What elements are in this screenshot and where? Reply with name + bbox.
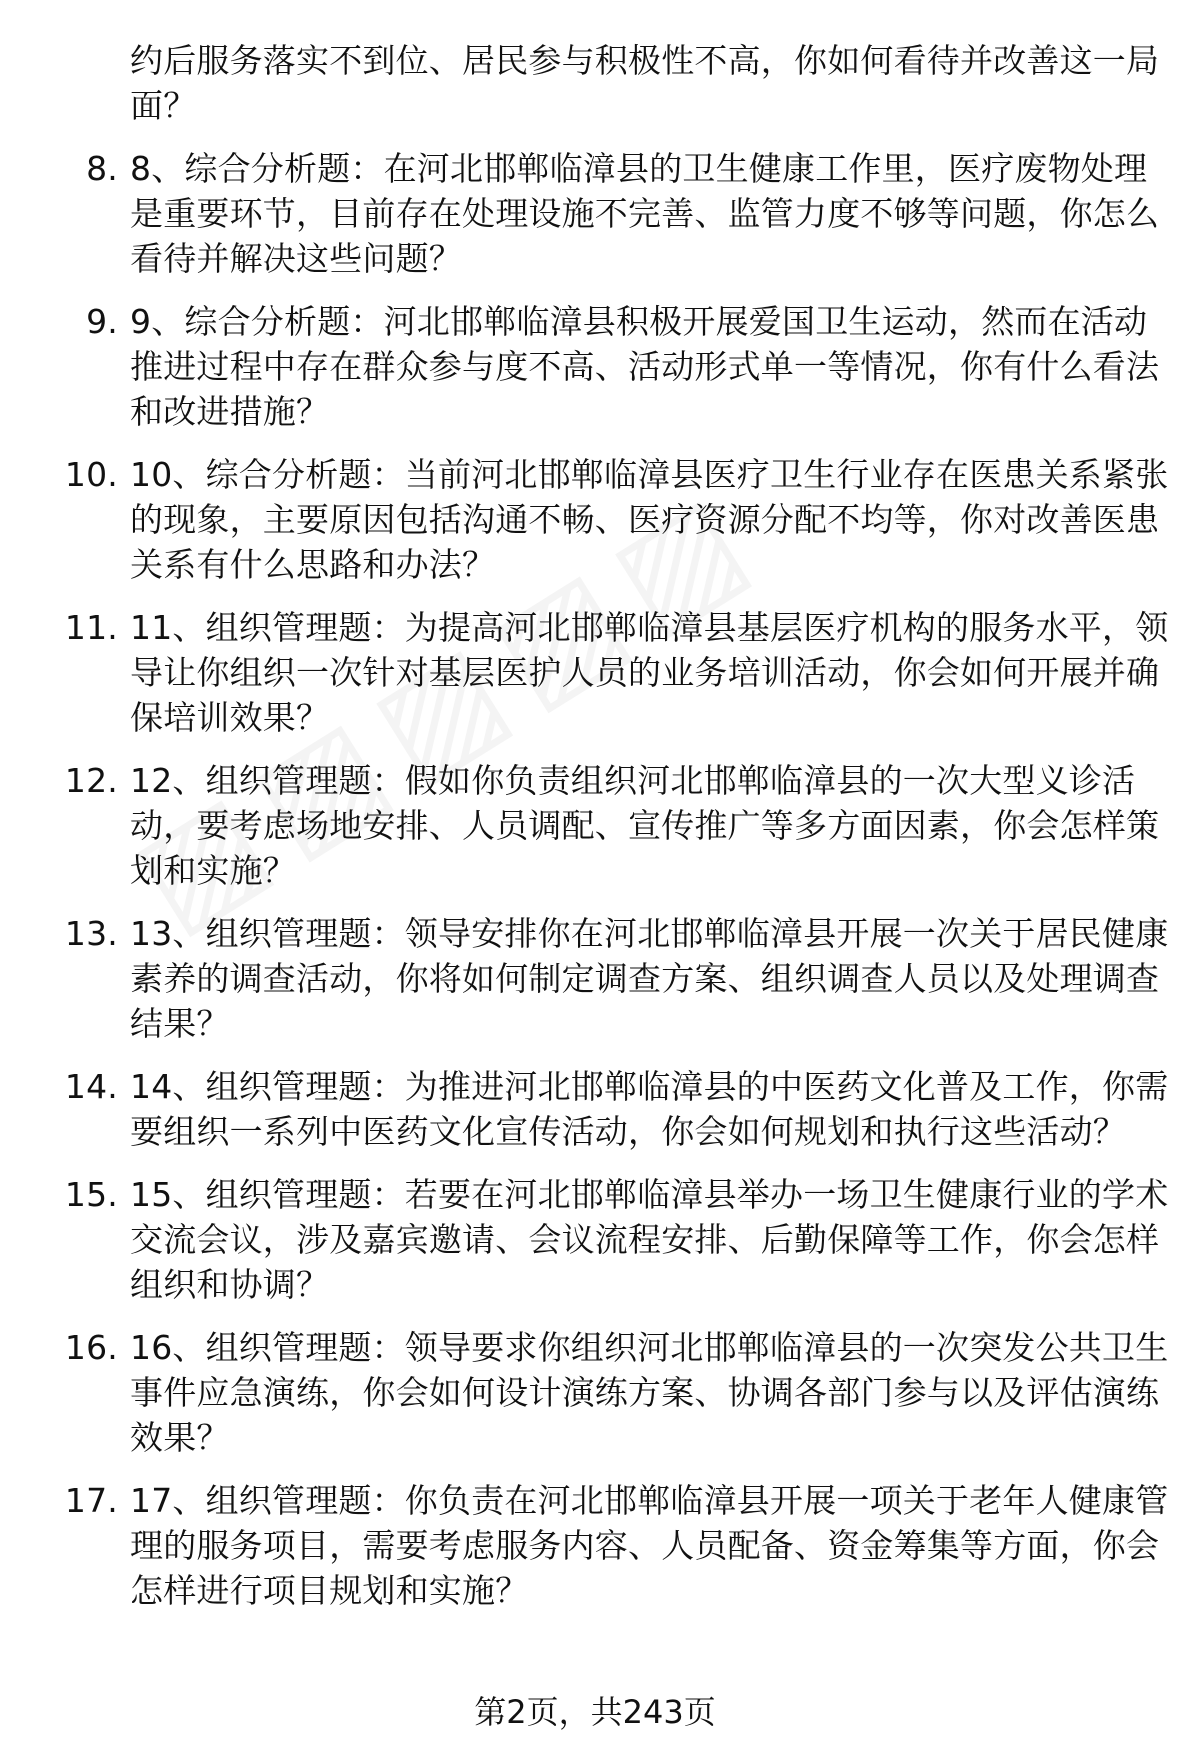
item-text: 11、组织管理题：为提高河北邯郸临漳县基层医疗机构的服务水平，领导让你组织一次针对基层医护人员的业务培训活动，你会如何开展并确保培训效果？ bbox=[130, 608, 1169, 737]
item-number: 10. bbox=[64, 455, 118, 494]
list-item bbox=[64, 758, 1170, 893]
list-item bbox=[64, 911, 1170, 1046]
item-text: 10、综合分析题：当前河北邯郸临漳县医疗卫生行业存在医患关系紧张的现象，主要原因包括沟通不畅、医疗资源分配不均等，你对改善医患关系有什么思路和办法？ bbox=[130, 455, 1169, 584]
continued-text: 约后服务落实不到位、居民参与积极性不高，你如何看待并改善这一局面？ bbox=[130, 41, 1160, 125]
question-list bbox=[0, 146, 1190, 1613]
list-item bbox=[64, 1064, 1170, 1154]
item-text: 9、综合分析题：河北邯郸临漳县积极开展爱国卫生运动，然而在活动推进过程中存在群众参与度不高、活动形式单一等情况，你有什么看法和改进措施？ bbox=[130, 302, 1160, 431]
item-text: 13、组织管理题：领导安排你在河北邯郸临漳县开展一次关于居民健康素养的调查活动，你将如何制定调查方案、组织调查人员以及处理调查结果？ bbox=[130, 914, 1169, 1043]
list-item bbox=[64, 605, 1170, 740]
item-text: 16、组织管理题：领导要求你组织河北邯郸临漳县的一次突发公共卫生事件应急演练，你会如何设计演练方案、协调各部门参与以及评估演练效果？ bbox=[130, 1328, 1169, 1457]
item-number: 12. bbox=[64, 761, 118, 800]
item-text: 14、组织管理题：为推进河北邯郸临漳县的中医药文化普及工作，你需要组织一系列中医药文化宣传活动，你会如何规划和执行这些活动？ bbox=[130, 1067, 1169, 1151]
item-number: 8. bbox=[86, 149, 118, 188]
list-item bbox=[64, 1325, 1170, 1460]
item-text: 12、组织管理题：假如你负责组织河北邯郸临漳县的一次大型义诊活动，要考虑场地安排、人员调配、宣传推广等多方面因素，你会怎样策划和实施？ bbox=[130, 761, 1160, 890]
list-item bbox=[64, 1172, 1170, 1307]
list-item bbox=[86, 146, 1170, 281]
item-number: 14. bbox=[64, 1067, 118, 1106]
list-item bbox=[64, 1478, 1170, 1613]
item-number: 16. bbox=[64, 1328, 118, 1367]
list-item bbox=[86, 299, 1170, 434]
item-number: 17. bbox=[64, 1481, 118, 1520]
item-number: 13. bbox=[64, 914, 118, 953]
page-footer: 第2页，共243页 bbox=[474, 1693, 716, 1731]
item-number: 15. bbox=[64, 1175, 118, 1214]
item-text: 8、综合分析题：在河北邯郸临漳县的卫生健康工作里，医疗废物处理是重要环节，目前存在处理设施不完善、监管力度不够等问题，你怎么看待并解决这些问题？ bbox=[130, 149, 1160, 278]
item-number: 11. bbox=[64, 608, 118, 647]
content-area bbox=[0, 38, 1190, 1613]
list-item bbox=[64, 452, 1170, 587]
item-text: 15、组织管理题：若要在河北邯郸临漳县举办一场卫生健康行业的学术交流会议，涉及嘉宾邀请、会议流程安排、后勤保障等工作，你会怎样组织和协调？ bbox=[130, 1175, 1169, 1304]
item-number: 9. bbox=[86, 302, 118, 341]
item-text: 17、组织管理题：你负责在河北邯郸临漳县开展一项关于老年人健康管理的服务项目，需要考虑服务内容、人员配备、资金筹集等方面，你会怎样进行项目规划和实施？ bbox=[130, 1481, 1169, 1610]
